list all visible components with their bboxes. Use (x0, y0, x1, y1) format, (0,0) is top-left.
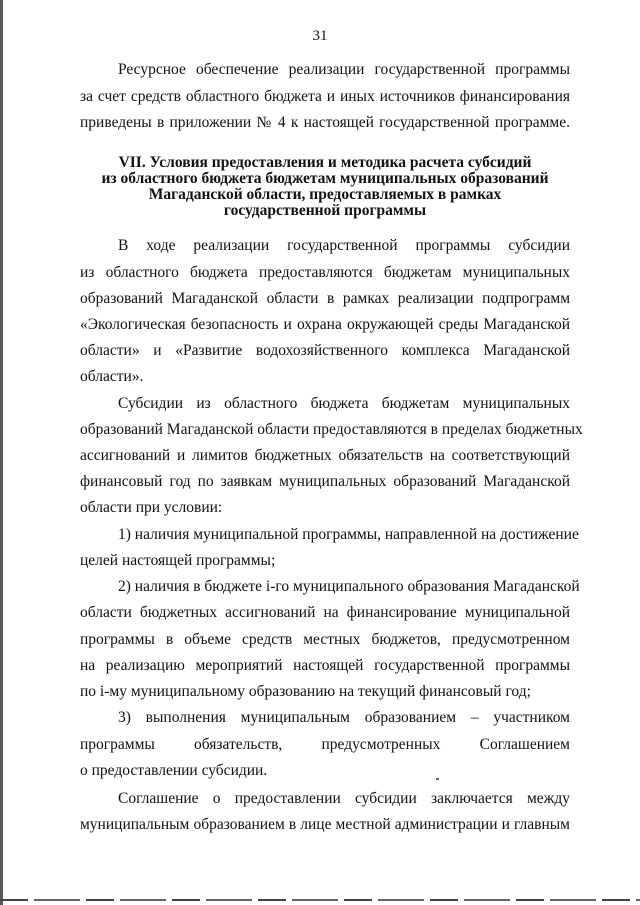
condition-3-line-2: программы обязательств, предусмотренных Соглашением (80, 736, 570, 753)
section-heading-line-4: государственной программы (223, 202, 427, 219)
section-heading-line-3: Магаданской области, предоставляемых в рамках (148, 186, 502, 203)
scan-edge (0, 0, 3, 905)
intro-line-3: приведены в приложении № 4 к настоящей государственной программе. (80, 114, 570, 131)
paragraph-1-line-6: области». (80, 368, 144, 385)
paragraph-2-line-5: области при условии: (80, 499, 223, 516)
condition-1-line-1: 1) наличия муниципальной программы, направленной на достижение (118, 526, 579, 543)
intro-line-2: за счет средств областного бюджета и иных источников финансирования (80, 88, 570, 105)
paragraph-2-line-1: Субсидии из областного бюджета бюджетам муниципальных (118, 395, 570, 412)
paragraph-2-line-4: финансовый год по заявкам муниципальных образований Магаданской (80, 473, 570, 490)
paragraph-3-line-2: муниципальным образованием в лице местной администрации и главным (80, 816, 570, 833)
condition-1-line-2: целей настоящей программы; (80, 552, 276, 569)
intro-line-1: Ресурсное обеспечение реализации государственной программы (118, 61, 570, 78)
condition-2-line-1: 2) наличия в бюджете i-го муниципального образования Магаданской (118, 578, 580, 595)
condition-2-line-4: на реализацию мероприятий настоящей государственной программы (80, 657, 570, 674)
paragraph-1-line-3: образований Магаданской области в рамках реализации подпрограмм (80, 290, 570, 307)
paragraph-2-line-3: ассигнований и лимитов бюджетных обязательств на соответствующий (80, 447, 570, 464)
condition-2-line-2: области бюджетных ассигнований на финансирование муниципальной (80, 604, 570, 621)
section-heading-line-1: VII. Условия предоставления и методика расчета субсидий (118, 154, 532, 171)
paragraph-1-line-5: области» и «Развитие водохозяйственного комплекса Магаданской (80, 342, 570, 359)
condition-3-line-1: 3) выполнения муниципальным образованием – участником (118, 709, 570, 726)
paragraph-1-line-4: «Экологическая безопасность и охрана окружающей среды Магаданской (80, 316, 570, 333)
condition-3-line-3: о предоставлении субсидии. (80, 762, 268, 779)
paragraph-1-line-2: из областного бюджета предоставляются бюджетам муниципальных (80, 264, 570, 281)
paragraph-1-line-1: В ходе реализации государственной программы субсидии (118, 237, 570, 254)
paragraph-2-line-2: образований Магаданской области предоставляются в пределах бюджетных (80, 421, 583, 438)
scan-bottom-edge (0, 899, 640, 901)
scan-speck (436, 778, 439, 780)
section-heading-line-2: из областного бюджета бюджетам муниципальных образований (101, 170, 549, 187)
condition-2-line-3: программы в объеме средств местных бюджетов, предусмотренном (80, 631, 570, 648)
condition-2-line-5: по i-му муниципальному образованию на текущий финансовый год; (80, 683, 531, 700)
page-number: 31 (312, 28, 328, 44)
paragraph-3-line-1: Соглашение о предоставлении субсидии заключается между (118, 790, 570, 807)
